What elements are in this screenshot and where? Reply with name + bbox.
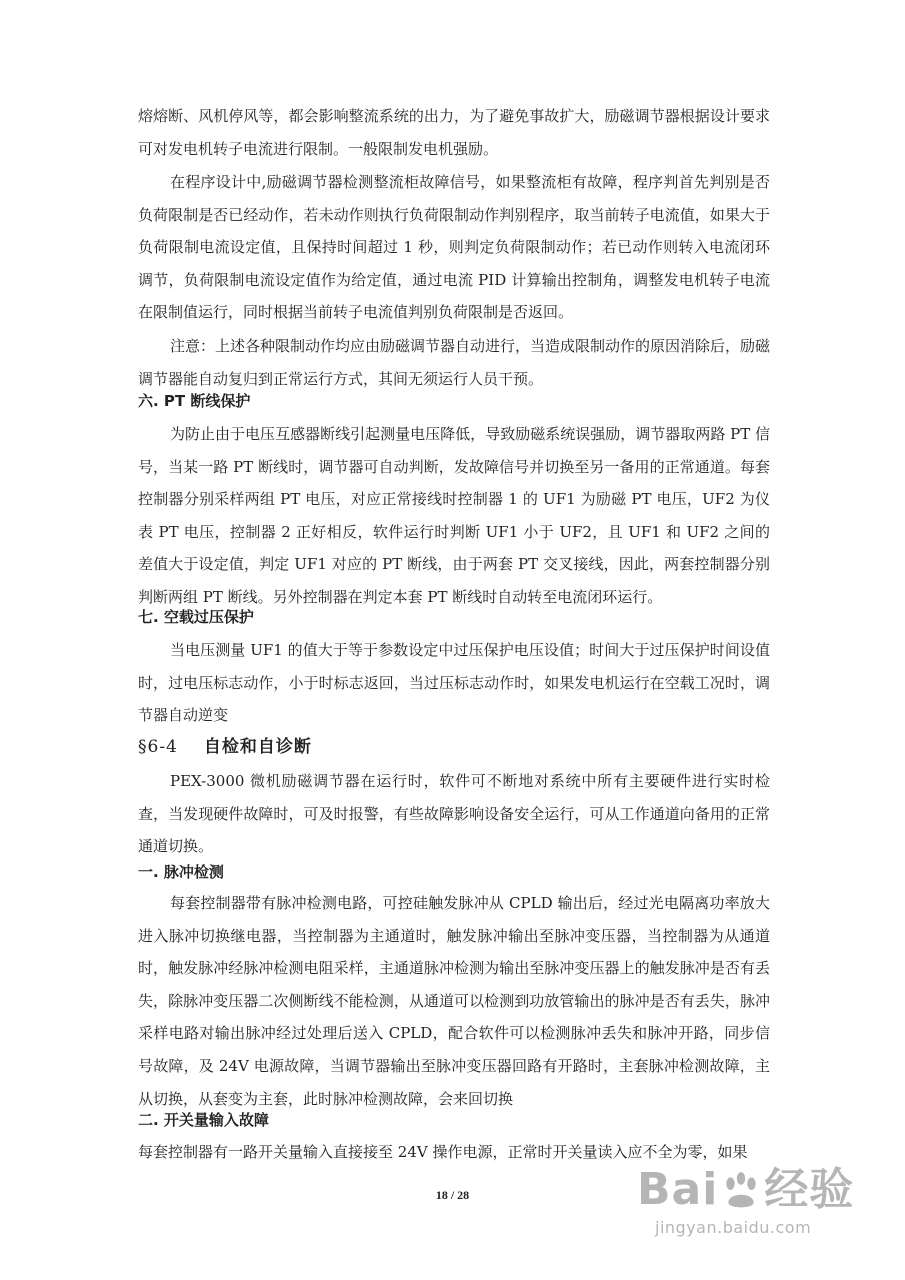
section-heading-block [138, 729, 770, 765]
watermark-logo-left: Bai [637, 1164, 719, 1215]
heading-pulse-detection: 一. 脉冲检测 [138, 863, 224, 881]
heading-block-pulse [138, 856, 770, 888]
heading-switch-input-fault: 二. 开关量输入故障 [138, 1111, 269, 1129]
section-number: §6-4 [138, 737, 178, 757]
watermark-logo-right: 经验 [764, 1164, 855, 1215]
text-block-top [138, 100, 770, 165]
paragraph-load-limit-program: 在程序设计中,励磁调节器检测整流柜故障信号，如果整流柜有故障，程序判首先判别是否负荷限制是否已经动作，若未动作则执行负荷限制动作判别程序，取当前转子电流值，如果大于负荷限制电流设定值，且保持时间超过 1 秒，则判定负荷限制动作；若已动作则转入电流闭环调节，负荷限制电流设定值作为给定值，通过电流 PID 计算输出控制角，调整发电机转子电流在限制值运行，同时根据当前转子电流值判别负荷限制是否返回。 [138, 173, 770, 322]
paw-icon [720, 1169, 762, 1211]
page-number: 18 / 28 [435, 1188, 470, 1202]
paragraph-current-limit-intro: 熔熔断、风机停风等，都会影响整流系统的出力，为了避免事故扩大，励磁调节器根据设计要求可对发电机转子电流进行限制。一般限制发电机强励。 [138, 107, 770, 158]
heading-block-overvolt [138, 601, 770, 633]
paragraph-pulse-detection: 每套控制器带有脉冲检测电路，可控硅触发脉冲从 CPLD 输出后，经过光电隔离功率放大进入脉冲切换继电器，当控制器为主通道时，触发脉冲输出至脉冲变压器，当控制器为从通道时，触发脉冲经脉冲检测电阻采样，主通道脉冲检测为输出至脉冲变压器上的触发脉冲是否有丢失，除脉冲变压器二次侧断线不能检测，从通道可以检测到功放管输出的脉冲是否有丢失，脉冲采样电路对输出脉冲经过处理后送入 CPLD，配合软件可以检测脉冲丢失和脉冲开路，同步信号故障，及 24V 电源故障，当调节器输出至脉冲变压器回路有开路时，主套脉冲检测故障，主从切换，从套变为主套，此时脉冲检测故障，会来回切换 [138, 894, 770, 1108]
section-heading [138, 729, 770, 765]
paragraph-switch-input: 每套控制器有一路开关量输入直接接至 24V 操作电源，正常时开关量读入应不全为零，如果 [138, 1143, 748, 1161]
text-block-pulse [138, 887, 770, 1115]
paragraph-note: 注意：上述各种限制动作均应由励磁调节器自动进行，当造成限制动作的原因消除后，励磁调节器能自动复归到正常运行方式，其间无须运行人员干预。 [138, 337, 771, 388]
text-block-self-check [138, 765, 770, 863]
section-title: 自检和自诊断 [203, 737, 312, 757]
heading-block-pt [138, 385, 770, 417]
paragraph-overvoltage: 当电压测量 UF1 的值大于等于参数设定中过压保护电压设值；时间大于过压保护时间设值时，过电压标志动作，小于时标志返回，当过压标志动作时，如果发电机运行在空载工况时，调节器自动逆变 [138, 641, 770, 725]
baidu-logo [637, 1162, 877, 1218]
text-block-overvolt [138, 634, 770, 732]
watermark-url: jingyan.baidu.com [655, 1218, 812, 1237]
text-block-pt [138, 418, 770, 614]
heading-no-load-overvoltage: 七. 空载过压保护 [138, 608, 254, 626]
paragraph-self-check: PEX-3000 微机励磁调节器在运行时，软件可不断地对系统中所有主要硬件进行实时检查，当发现硬件故障时，可及时报警，有些故障影响设备安全运行，可从工作通道向备用的正常通道切换。 [138, 772, 770, 856]
heading-block-switch [138, 1104, 770, 1136]
baidu-watermark [637, 1162, 877, 1262]
text-block-load-limit [138, 166, 770, 329]
paragraph-pt-break: 为防止由于电压互感器断线引起测量电压降低，导致励磁系统误强励，调节器取两路 PT 信号，当某一路 PT 断线时，调节器可自动判断，发故障信号并切换至另一备用的正常通道。每套控制器分别采样两组 PT 电压，对应正常接线时控制器 1 的 UF1 为励磁 PT 电压，UF2 为仪表 PT 电压，控制器 2 正好相反，软件运行时判断 UF1 小于 UF2，且 UF1 和 UF2 之间的差值大于设定值，判定 UF1 对应的 PT 断线，由于两套 PT 交叉接线，因此，两套控制器分别判断两组 PT 断线。另外控制器在判定本套 PT 断线时自动转至电流闭环运行。 [138, 425, 770, 606]
heading-pt-break-protection: 六. PT 断线保护 [138, 392, 251, 410]
